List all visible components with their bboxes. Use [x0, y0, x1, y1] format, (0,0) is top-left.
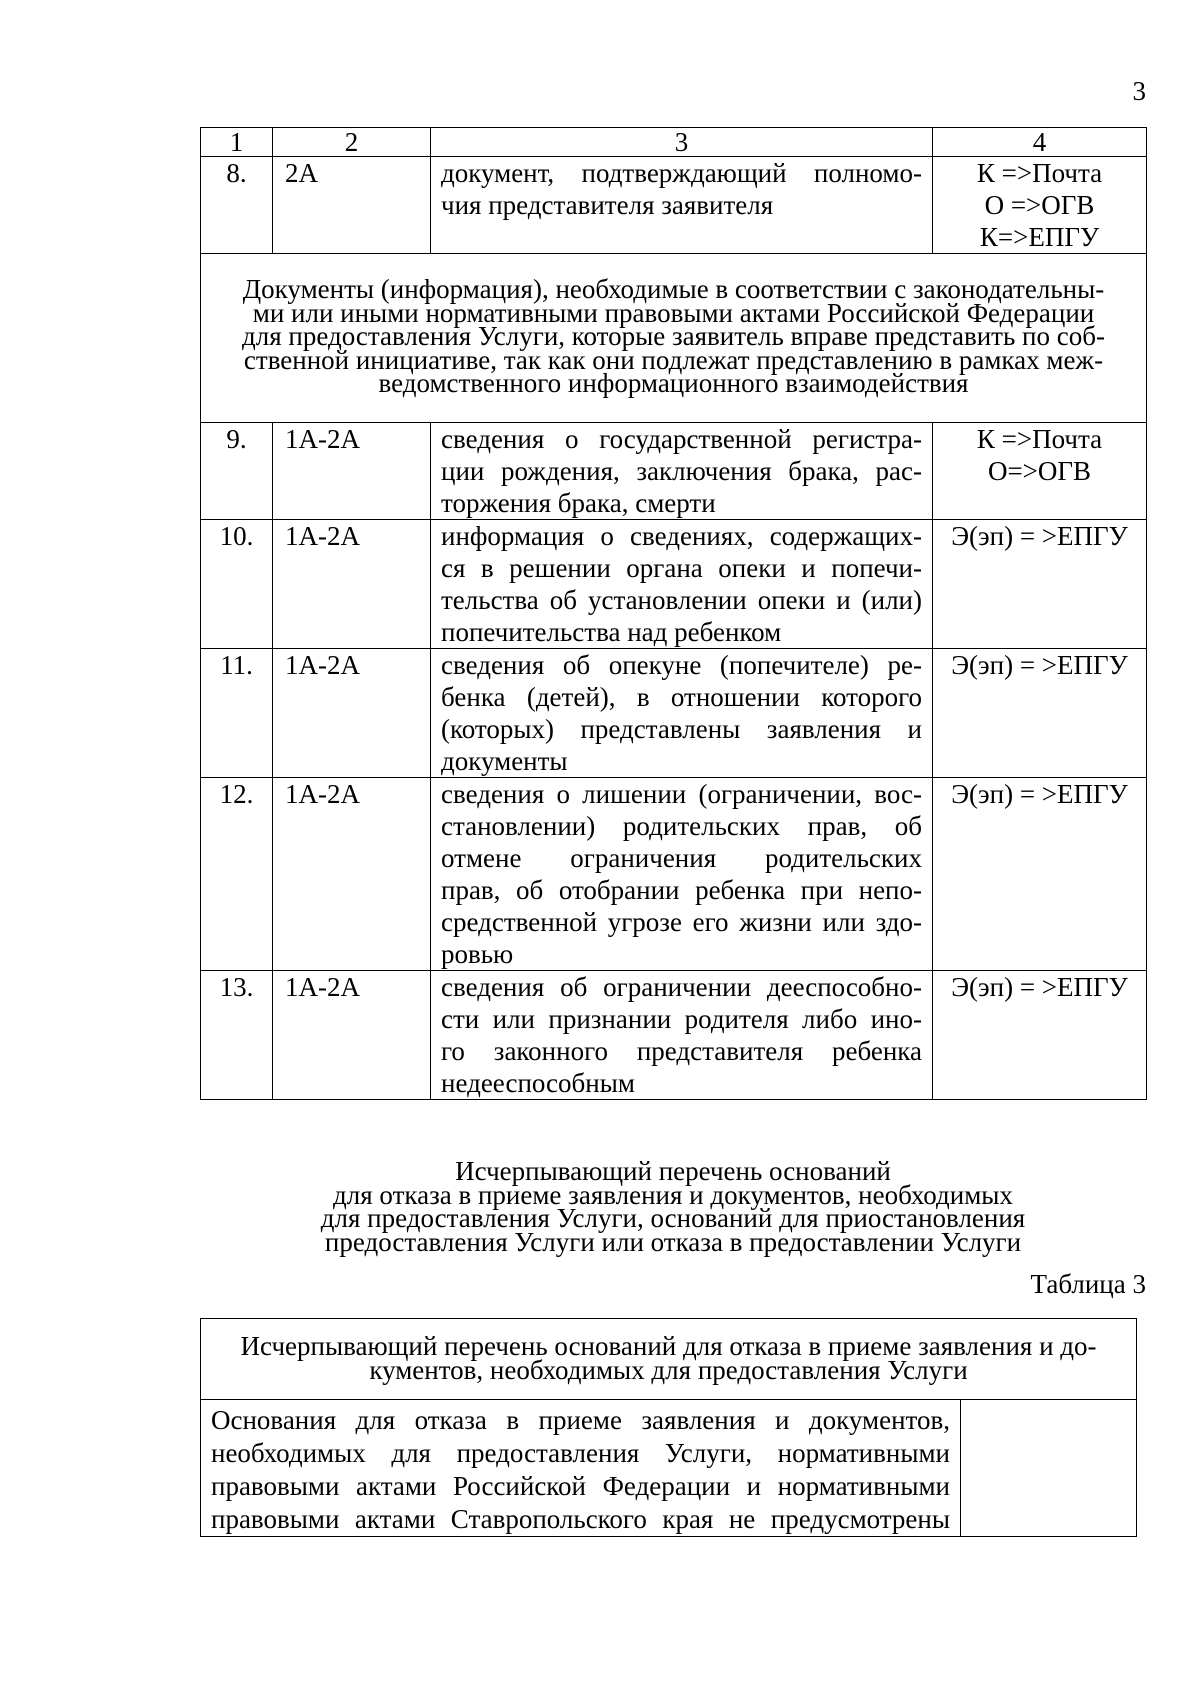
row-number: 13. — [201, 970, 273, 1099]
table-row — [201, 519, 1147, 648]
section-line: ми или иными нормативными правовыми актами Российской Федерации — [252, 297, 1095, 328]
method-line: Э(эп) = >ЕПГУ — [951, 649, 1128, 680]
section-line: Документы (информация), необходимые в соответствии с законодательны- — [242, 274, 1105, 304]
submission-method — [933, 970, 1147, 1099]
document-line: сведения об опекуне (попечителе) ре- — [441, 649, 922, 680]
table-caption: Таблица 3 — [1030, 1269, 1146, 1299]
document-line: документы — [441, 745, 568, 776]
section-title-line: для предоставления Услуги, оснований для приостановления — [320, 1203, 1026, 1233]
applicant-category: 1А-2А — [273, 777, 431, 970]
document-line: сведения об ограничении дееспособно- — [441, 971, 922, 1002]
row-number: 12. — [201, 777, 273, 970]
column-header-4: 4 — [933, 128, 1147, 157]
page-number: 3 — [1132, 76, 1146, 106]
row-number: 8. — [201, 157, 273, 254]
document-description — [431, 648, 933, 777]
document-line: попечительства над ребенком — [441, 616, 782, 647]
document-line: торжения брака, смерти — [441, 487, 716, 518]
section-title-line: для отказа в приеме заявления и документов, необходимых — [333, 1179, 1013, 1210]
grounds-line: правовыми актами Российской Федерации и нормативными — [211, 1471, 950, 1501]
grounds-line: Основания для отказа в приеме заявления и документов, — [211, 1405, 950, 1435]
refusal-grounds-table — [200, 1318, 1137, 1537]
table-row — [201, 157, 1147, 254]
document-line: сведения о государственной регистра- — [441, 423, 922, 454]
section-line: ведомственного информационного взаимодействия — [378, 368, 969, 398]
section-heading — [201, 254, 1147, 423]
method-line: К=>ЕПГУ — [979, 222, 1100, 252]
document-line: (которых) представлены заявления и — [441, 713, 922, 744]
document-line: недееспособным — [441, 1067, 635, 1098]
table-row — [201, 648, 1147, 777]
applicant-category: 1А-2А — [273, 422, 431, 519]
table-row — [201, 422, 1147, 519]
document-line: сведения о лишении (ограничении, вос- — [441, 778, 922, 809]
row-number: 9. — [201, 422, 273, 519]
document-line: становлении) родительских прав, об — [441, 810, 922, 841]
table-row — [201, 970, 1147, 1099]
column-header-1: 1 — [201, 128, 273, 157]
document-description — [431, 777, 933, 970]
document-line: ции рождения, заключения брака, рас- — [441, 455, 922, 486]
document-line: ровью — [441, 938, 514, 969]
section-title — [200, 1156, 1146, 1257]
table-header-line: Исчерпывающий перечень оснований для отказа в приеме заявления и до- — [240, 1331, 1097, 1361]
table-header-row — [201, 128, 1147, 157]
table-row — [201, 777, 1147, 970]
documents-table — [200, 127, 1147, 1100]
section-line: ственной инициативе, так как они подлежат представлению в рамках меж- — [243, 344, 1104, 375]
method-line: Э(эп) = >ЕПГУ — [951, 778, 1128, 809]
row-number: 11. — [201, 648, 273, 777]
applicant-category: 1А-2А — [273, 648, 431, 777]
applicant-category: 1А-2А — [273, 519, 431, 648]
table-header — [201, 1319, 1137, 1400]
submission-method — [933, 648, 1147, 777]
document-line: бенка (детей), в отношении которого — [441, 681, 922, 712]
method-line: Э(эп) = >ЕПГУ — [951, 520, 1128, 551]
applicant-category: 2А — [273, 157, 431, 254]
document-line: сти или признании родителя либо ино- — [441, 1003, 922, 1034]
document-line: го законного представителя ребенка — [441, 1035, 922, 1066]
document-description — [431, 157, 933, 254]
grounds-line: необходимых для предоставления Услуги, нормативными — [211, 1438, 950, 1468]
document-line: отмене ограничения родительских — [441, 842, 922, 873]
row-number: 10. — [201, 519, 273, 648]
table-header-row — [201, 1319, 1137, 1400]
method-line: О=>ОГВ — [987, 455, 1092, 486]
refusal-grounds-text — [201, 1400, 961, 1537]
document-description — [431, 422, 933, 519]
document-line: информация о сведениях, содержащих- — [441, 520, 922, 551]
section-line: для предоставления Услуги, которые заявитель вправе представить по соб- — [242, 321, 1105, 351]
method-line: Э(эп) = >ЕПГУ — [951, 971, 1128, 1002]
section-row — [201, 254, 1147, 423]
document-line: средственной угрозе его жизни или здо- — [441, 906, 922, 937]
document-line: чия представителя заявителя — [441, 190, 774, 220]
section-title-line: предоставления Услуги или отказа в предоставлении Услуги — [324, 1226, 1022, 1257]
submission-method — [933, 519, 1147, 648]
method-line: К =>Почта — [976, 158, 1103, 188]
section-title-line: Исчерпывающий перечень оснований — [455, 1156, 891, 1186]
submission-method — [933, 422, 1147, 519]
column-header-2: 2 — [273, 128, 431, 157]
method-line: О =>ОГВ — [984, 190, 1095, 220]
submission-method — [933, 157, 1147, 254]
applicant-category: 1А-2А — [273, 970, 431, 1099]
document-description — [431, 519, 933, 648]
document-line: тельства об установлении опеки и (или) — [441, 584, 922, 615]
grounds-line: правовыми актами Ставропольского края не предусмотрены — [211, 1504, 950, 1534]
table-row — [201, 1400, 1137, 1537]
table-header-line: кументов, необходимых для предоставления Услуги — [369, 1354, 968, 1385]
document-description — [431, 970, 933, 1099]
empty-cell — [961, 1400, 1137, 1537]
document-line: прав, об отобрании ребенка при непо- — [441, 874, 922, 905]
method-line: К =>Почта — [976, 423, 1103, 454]
document-line: ся в решении органа опеки и попечи- — [441, 552, 922, 583]
document-line: документ, подтверждающий полномо- — [441, 158, 922, 188]
submission-method — [933, 777, 1147, 970]
column-header-3: 3 — [431, 128, 933, 157]
